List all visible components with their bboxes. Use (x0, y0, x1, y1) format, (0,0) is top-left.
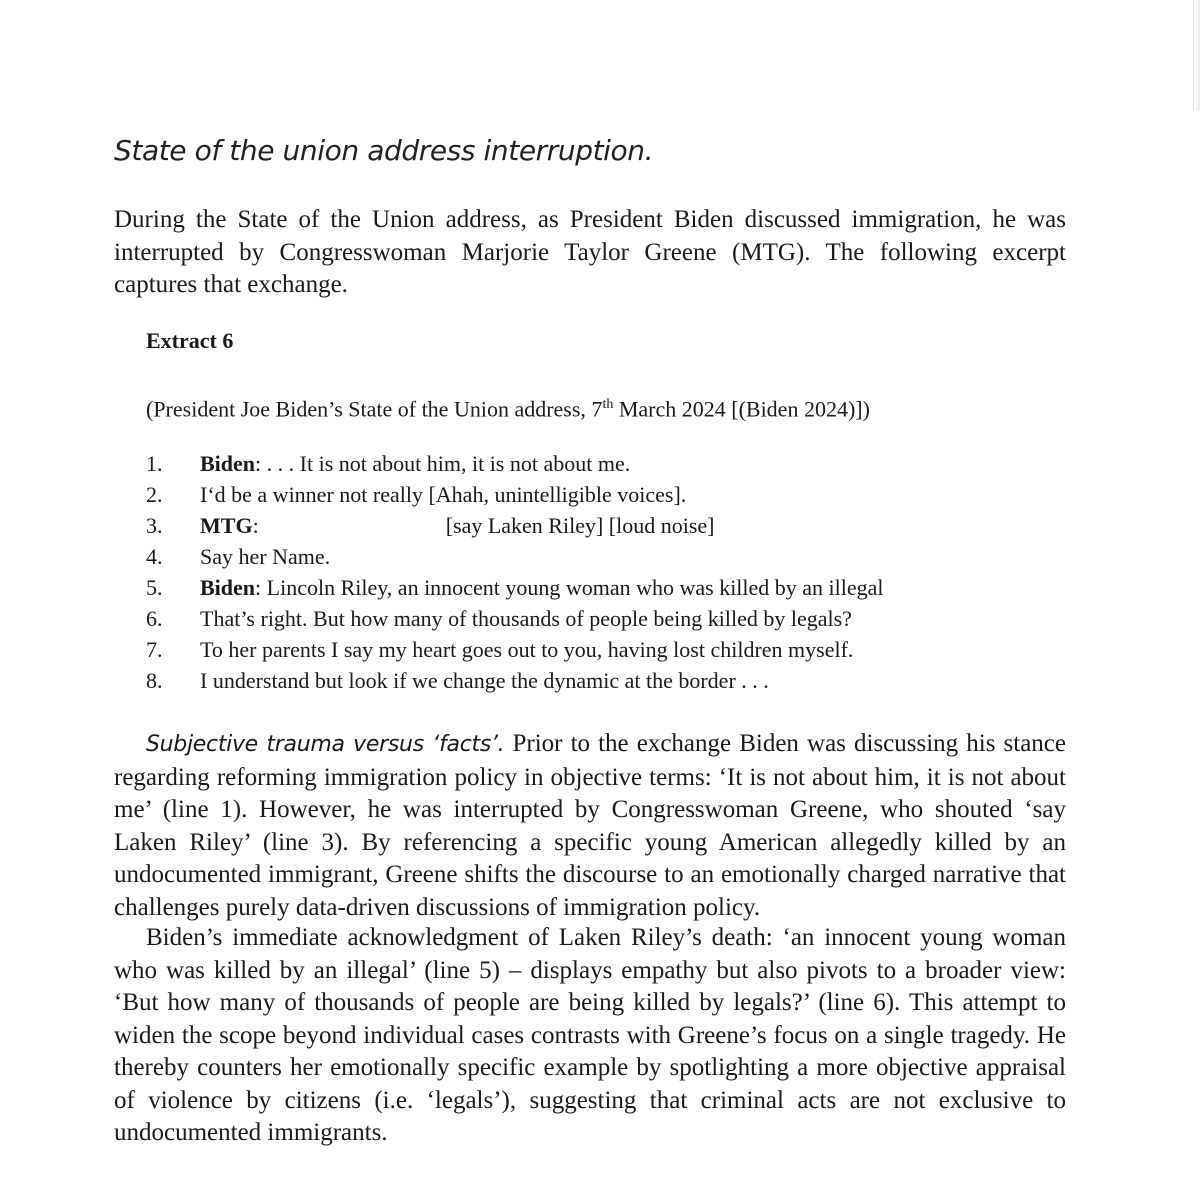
transcript-line (146, 510, 884, 541)
line-content (200, 448, 630, 479)
line-text: : . . . It is not about him, it is not about me. (255, 451, 631, 476)
transcript-line (146, 665, 884, 696)
transcript-line (146, 634, 884, 665)
transcript-line (146, 572, 884, 603)
transcript-line (146, 603, 884, 634)
line-text: Say her Name. (200, 544, 331, 569)
line-number: 1. (146, 451, 163, 476)
line-content (200, 510, 715, 541)
line-text-overlap: [say Laken Riley] [loud noise] (445, 513, 715, 538)
transcript-list (146, 448, 884, 696)
line-number: 6. (146, 606, 163, 631)
transcript-line (146, 479, 884, 510)
section-heading: State of the union address interruption. (114, 134, 654, 167)
extract-citation (146, 390, 870, 424)
transcript-line (146, 541, 884, 572)
line-text: : Lincoln Riley, an innocent young woman who was killed by an illegal (255, 575, 884, 600)
speaker-name: MTG (200, 513, 253, 538)
analysis-paragraph-2: Biden’s immediate acknowledgment of Laken Riley’s death: ‘an innocent young woman who was killed by an illegal’ (line 5) – displays empathy but also pivots to a broader view: ‘But how many of thousands of people are being killed by legals?’ (line 6). This attempt to widen the scope beyond individual cases contrasts with Greene’s focus on a single tragedy. He thereby counters her emotionally specific example by spotlighting a more objective appraisal of violence by citizens (i.e. ‘legals’), suggesting that criminal acts are not exclusive to undocumented immigrants. (114, 924, 1066, 1146)
run-in-heading: Subjective trauma versus ‘facts’. (146, 732, 505, 757)
line-text: I‘d be a winner not really [Ahah, unintelligible voices]. (200, 482, 687, 507)
line-number: 3. (146, 513, 163, 538)
transcript-line (146, 448, 884, 479)
line-number: 5. (146, 575, 163, 600)
speaker-name: Biden (200, 575, 256, 600)
line-number: 8. (146, 668, 163, 693)
line-text: To her parents I say my heart goes out to you, having lost children myself. (200, 637, 854, 662)
extract-title: Extract 6 (146, 328, 234, 353)
line-text: That’s right. But how many of thousands of people being killed by legals? (200, 606, 852, 631)
intro-paragraph: During the State of the Union address, as President Biden discussed immigration, he was interrupted by Congresswoman Marjorie Taylor Greene (MTG). The following excerpt captures that exchange. (114, 206, 1066, 298)
extract-block (146, 326, 1046, 693)
line-number: 4. (146, 544, 163, 569)
scrollbar-edge[interactable] (1193, 0, 1200, 110)
citation-text-start: (President Joe Biden’s State of the Union address, 7 (146, 396, 603, 422)
citation-text-end: March 2024 [(Biden 2024)]) (613, 396, 870, 422)
analysis-paragraph-1 (114, 728, 1066, 924)
citation-superscript: th (602, 397, 614, 412)
analysis-paragraph-1-text: Prior to the exchange Biden was discussing his stance regarding reforming immigration policy in objective terms: ‘It is not about him, it is not about me’ (line 1). However, he was interrupted by Congresswoman Greene, who shouted ‘say Laken Riley’ (line 3). By referencing a specific young American allegedly killed by an undocumented immigrant, Greene shifts the discourse to an emotionally charged narrative that challenges purely data-driven discussions of immigration policy. (114, 730, 1066, 921)
line-text: : (252, 513, 259, 538)
line-number: 2. (146, 482, 163, 507)
speaker-name: Biden (200, 451, 256, 476)
line-number: 7. (146, 637, 163, 662)
line-text: I understand but look if we change the dynamic at the border . . . (200, 668, 769, 693)
line-content (200, 572, 884, 603)
